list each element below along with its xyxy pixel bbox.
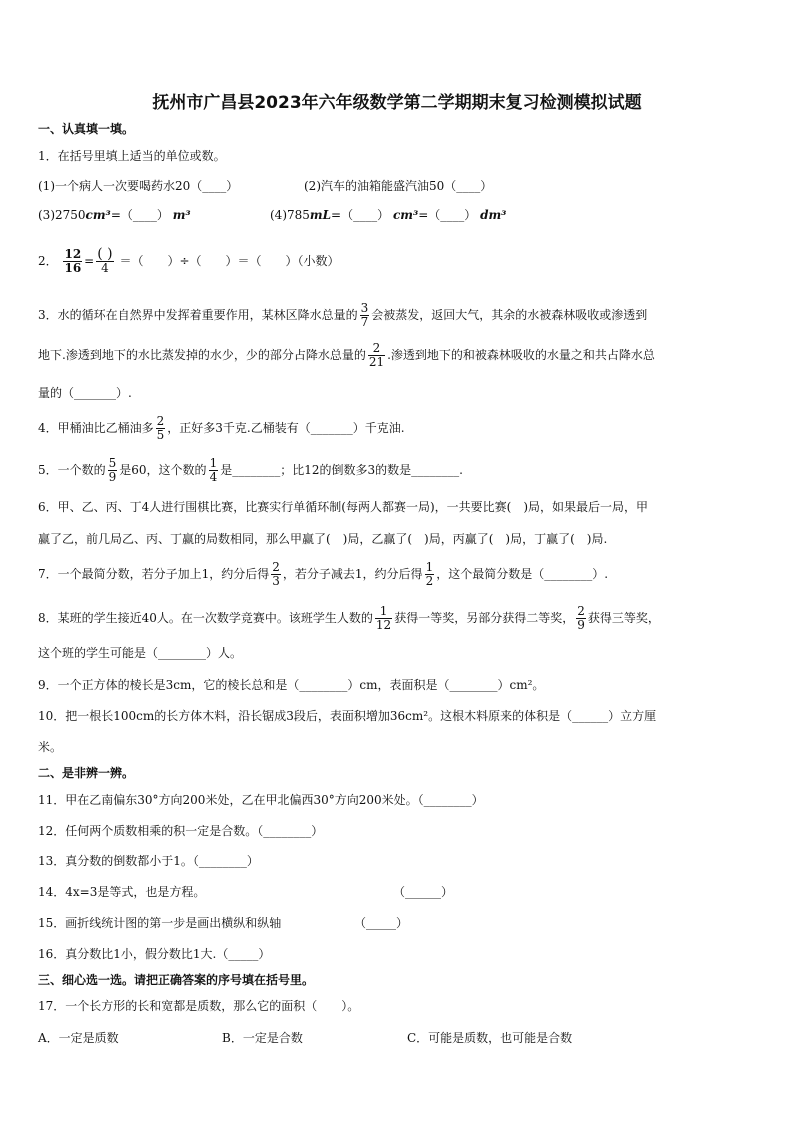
q16: 16．真分数比1小，假分数比1大.（_____） bbox=[38, 947, 271, 961]
q3-fraction-2: $\frac{2}{21}$ bbox=[368, 341, 385, 369]
q1-d: (4)785mL=（____） cm³=（____） dm³ bbox=[270, 208, 507, 222]
q1-c: (3)2750cm³=（____） m³ bbox=[38, 208, 191, 222]
q17-stem: 17．一个长方形的长和宽都是质数，那么它的面积（ ）。 bbox=[38, 999, 360, 1013]
q3-line1: 3．水的循环在自然界中发挥着重要作用，某林区降水总量的 $\frac{3}{7}$ 会被蒸发，返回大气，其余的水被森林吸收或渗透到 bbox=[38, 301, 648, 329]
q3-line3: 量的（_______）. bbox=[38, 386, 132, 400]
q6-line2: 赢了乙，前几局乙、丙、丁赢的局数相同，那么甲赢了( )局，乙赢了( )局，丙赢了( )局，丁赢了( )局. bbox=[38, 532, 608, 546]
q2-blank-fraction: $\frac{( )}{4}$ bbox=[97, 246, 113, 275]
q7-fraction-2: $\frac{1}{2}$ bbox=[425, 560, 434, 588]
q13: 13．真分数的倒数都小于1。（________） bbox=[38, 854, 259, 868]
q5: 5．一个数的 $\frac{5}{9}$ 是60，这个数的 $\frac{1}{4}$ 是________；比12的倒数多3的数是________. bbox=[38, 456, 463, 484]
q3-line2: 地下.渗透到地下的水比蒸发掉的水少，少的部分占降水总量的 $\frac{2}{21}$ .渗透到地下的和被森林吸收的水量之和共占降水总 bbox=[38, 341, 655, 369]
q8-fraction-2: $\frac{2}{9}$ bbox=[577, 604, 585, 632]
q8-line2: 这个班的学生可能是（________）人。 bbox=[38, 646, 243, 660]
q5-fraction-2: $\frac{1}{4}$ bbox=[209, 456, 218, 484]
q5-fraction-1: $\frac{5}{9}$ bbox=[108, 456, 117, 484]
q17-option-b: B．一定是合数 bbox=[222, 1031, 303, 1045]
q4-fraction: $\frac{2}{5}$ bbox=[156, 414, 165, 442]
q12: 12．任何两个质数相乘的积一定是合数。（________） bbox=[38, 824, 324, 838]
q17-option-c: C．可能是质数，也可能是合数 bbox=[407, 1031, 573, 1045]
q2-fraction: $\frac{12}{16}$ bbox=[64, 247, 82, 275]
q7: 7．一个最简分数，若分子加上1，约分后得 $\frac{2}{3}$ ，若分子减去1，约分后得 $\frac{1}{2}$ ，这个最简分数是（________）. bbox=[38, 560, 609, 588]
q15-text: 15．画折线统计图的第一步是画出横纵和纵轴 bbox=[38, 916, 282, 930]
q15-answer-blank: （_____） bbox=[354, 916, 409, 930]
q17-option-a: A．一定是质数 bbox=[38, 1031, 119, 1045]
q1-stem: 1．在括号里填上适当的单位或数。 bbox=[38, 149, 226, 163]
q10-line2: 米。 bbox=[38, 740, 63, 754]
q8-line1: 8．某班的学生接近40人。在一次数学竞赛中。该班学生人数的 $\frac{1}{12}$ 获得一等奖，另部分获得二等奖， $\frac{2}{9}$ 获得三等奖， bbox=[38, 604, 660, 632]
q3-fraction-1: $\frac{3}{7}$ bbox=[360, 301, 369, 329]
section-1-heading: 一、认真填一填。 bbox=[38, 122, 135, 136]
q9: 9．一个正方体的棱长是3cm，它的棱长总和是（________）cm，表面积是（________）cm²。 bbox=[38, 678, 545, 692]
section-3-heading: 三、细心选一选。请把正确答案的序号填在括号里。 bbox=[38, 973, 315, 987]
q7-fraction-1: $\frac{2}{3}$ bbox=[272, 560, 280, 588]
q11: 11．甲在乙南偏东30°方向200米处，乙在甲北偏西30°方向200米处。（________） bbox=[38, 793, 484, 807]
q6-line1: 6．甲、乙、丙、丁4人进行围棋比赛，比赛实行单循环制(每两人都赛一局)，一共要比赛( )局，如果最后一局，甲 bbox=[38, 500, 649, 514]
q1-a: (1)一个病人一次要喝药水20（____） bbox=[38, 179, 239, 193]
q1-b: (2)汽车的油箱能盛汽油50（____） bbox=[304, 179, 493, 193]
q10-line1: 10．把一根长100cm的长方体木料，沿长锯成3段后，表面积增加36cm²。这根木料原来的体积是（______）立方厘 bbox=[38, 709, 657, 723]
q8-fraction-1: $\frac{1}{12}$ bbox=[375, 604, 392, 632]
q14-answer-blank: （______） bbox=[393, 885, 454, 899]
q2: 2． $\frac{12}{16}$ = $\frac{( )}{4}$ ＝（ ）÷（ ）＝（ ）（小数） bbox=[38, 246, 340, 275]
q14-text: 14．4x=3是等式，也是方程。 bbox=[38, 885, 206, 899]
section-2-heading: 二、是非辨一辨。 bbox=[38, 766, 135, 780]
page-title: 抚州市广昌县2023年六年级数学第二学期期末复习检测模拟试题 bbox=[152, 93, 642, 113]
q4: 4．甲桶油比乙桶油多 $\frac{2}{5}$ ，正好多3千克.乙桶装有（_______）千克油. bbox=[38, 414, 405, 442]
